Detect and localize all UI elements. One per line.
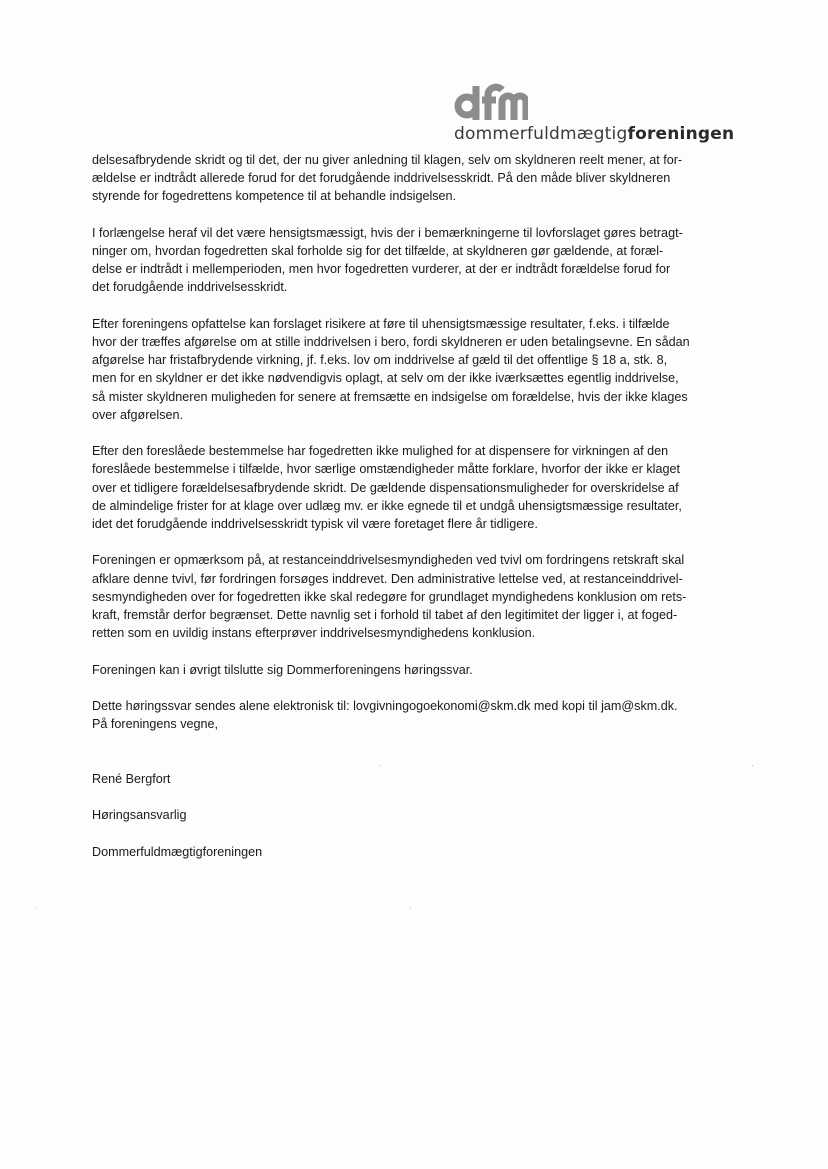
organization-name-light: dommerfuldmægtig [454,124,628,144]
paragraph-2: I forlængelse heraf vil det være hensigtsmæssigt, hvis der i bemærkningerne til lovforslaget gøres betragt- ninger om, hvordan fogedretten skal forholde sig for det tilfælde, at skyldneren gør gældende, at foræl- delse er indtrådt i mellemperioden, men hvor fogedretten vurderer, at der er indtrådt forældelse forud for det forudgående inddrivelsesskridt. [92,225,683,295]
paragraph-4: Efter den foreslåede bestemmelse har fogedretten ikke mulighed for at dispensere for virkningen af den foreslåede bestemmelse i tilfælde, hvor særlige omstændigheder måtte forklare, hvorfor der ikke er klaget over et tidligere forældelsesafbrydende skridt. De gældende dispensationsmuligheder for overskridelse af de almindelige frister for at klage over udlæg mv. er ikke egnede til et undgå uhensigtsmæssige resultater, idet det forudgående inddrivelsesskridt typisk vil være foretaget flere år tidligere. [92,444,682,532]
organization-name [454,124,734,144]
dfm-logo-mark [452,80,528,122]
closing-line: På foreningens vegne, [92,717,219,732]
organization-logo [452,80,735,150]
paragraph-5: Foreningen er opmærksom på, at restanceinddrivelsesmyndigheden ved tvivl om fordringens retskraft skal afklare denne tvivl, før fordringen forsøges inddrevet. Den administrative lettelse ved, at restanceinddrivel- sesmyndigheden over for fogedretten ikke skal redegøre for grundlaget myndighedens konklusion om rets- kraft, fremstår derfor begrænset. Dette navnlig set i forhold til tabet af den legitimitet der ligger i, at foged- retten som en uvildig instans efterprøver inddrivelsesmyndighedens konklusion. [92,553,687,641]
signatory-organization: Dommerfuldmægtigforeningen [92,844,263,859]
signatory-name: René Bergfort [92,771,171,786]
organization-name-bold: foreningen [627,124,735,144]
signatory-title: Høringsansvarlig [92,808,187,823]
paragraph-7: Dette høringssvar sendes alene elektronisk til: lovgivningogoekonomi@skm.dk med kopi til jam@skm.dk. [92,699,678,713]
scan-speck [410,907,411,908]
scan-speck [36,907,37,908]
scan-speck [752,765,753,766]
scan-speck [380,765,381,766]
paragraph-3: Efter foreningens opfattelse kan forslaget risikere at føre til uhensigtsmæssige resultater, f.eks. i tilfælde hvor der træffes afgørelse om at stille inddrivelsen i bero, fordi skyldneren er uden betalingsevne. En sådan afgørelse har fristafbrydende virkning, jf. f.eks. lov om inddrivelse af gæld til det offentlige § 18 a, stk. 8, men for en skyldner er det ikke nødvendigvis oplagt, at selv om der ikke iværksættes egentlig inddrivelse, så mister skyldneren muligheden for senere at fremsætte en indsigelse om forældelse, hvis der ikke klages over afgørelsen. [92,316,690,422]
signature-block [92,752,732,879]
paragraph-1: delsesafbrydende skridt og til det, der nu giver anledning til klagen, selv om skyldneren reelt mener, at for- ældelse er indtrådt allerede forud for det forudgående inddrivelsesskridt. På den måde bliver skyldneren styrende for fogedrettens kompetence til at behandle indsigelsen. [92,153,683,204]
paragraph-6: Foreningen kan i øvrigt tilslutte sig Dommerforeningens høringssvar. [92,662,473,677]
letter-body [92,151,732,879]
